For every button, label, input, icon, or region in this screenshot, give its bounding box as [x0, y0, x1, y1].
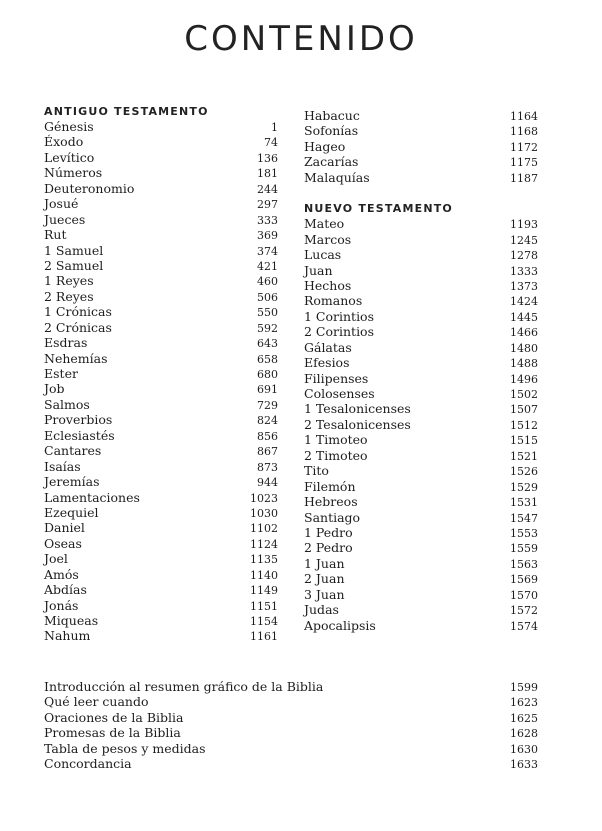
toc-entry — [304, 170, 538, 185]
toc-entry — [44, 474, 278, 489]
entry-title: Habacuc — [304, 108, 360, 123]
entry-title: 2 Juan — [304, 571, 345, 587]
entry-title: Isaías — [44, 458, 81, 474]
entry-page-number: 1187 — [510, 171, 538, 185]
entry-title: Génesis — [44, 119, 94, 134]
toc-entry — [304, 602, 538, 617]
entry-title: Abdías — [44, 582, 87, 598]
entry-title: Qué leer cuando — [44, 694, 149, 710]
toc-entry — [44, 613, 278, 628]
entry-page-number: 333 — [257, 213, 278, 227]
entry-title: Esdras — [44, 335, 88, 351]
toc-entry — [304, 324, 538, 339]
entry-title: Éxodo — [44, 134, 84, 150]
entry-title: Proverbios — [44, 412, 113, 428]
toc-entry — [44, 119, 278, 134]
entry-page-number: 1512 — [510, 418, 538, 432]
entry-title: Nehemías — [44, 350, 108, 366]
toc-entry — [44, 490, 278, 505]
entry-page-number: 1628 — [510, 727, 538, 741]
toc-entry — [304, 494, 538, 509]
toc-entry — [44, 320, 278, 335]
entry-title: Amós — [44, 566, 79, 582]
entry-title: Tabla de pesos y medidas — [44, 740, 206, 756]
entry-title: 2 Pedro — [304, 540, 353, 556]
entry-title: Nahum — [44, 628, 91, 644]
entry-page-number: 824 — [257, 414, 278, 428]
toc-entry — [44, 212, 278, 227]
toc-entry — [304, 293, 538, 308]
toc-entry — [304, 571, 538, 586]
extras-list — [44, 679, 538, 772]
toc-entry — [304, 340, 538, 355]
entry-title: 1 Juan — [304, 555, 345, 571]
toc-entry — [44, 443, 278, 458]
toc-entry — [44, 567, 278, 582]
entry-title: Eclesiastés — [44, 427, 115, 443]
entry-title: Colosenses — [304, 386, 375, 401]
entry-title: Miqueas — [44, 613, 99, 628]
toc-entry — [44, 273, 278, 288]
entry-page-number: 1496 — [510, 372, 538, 386]
entry-title: Gálatas — [304, 339, 352, 355]
entry-page-number: 74 — [264, 136, 278, 150]
toc-entry — [44, 289, 278, 304]
entry-page-number: 1245 — [510, 233, 538, 247]
new-testament-heading: NUEVO TESTAMENTO — [304, 202, 453, 216]
toc-entry — [304, 123, 538, 138]
entry-title: 2 Timoteo — [304, 447, 368, 463]
entry-page-number: 1140 — [250, 568, 278, 582]
entry-title: Tito — [304, 463, 329, 479]
toc-entry — [44, 756, 538, 771]
toc-entry — [44, 520, 278, 535]
entry-title: Mateo — [304, 216, 345, 232]
entry-page-number: 1563 — [510, 557, 538, 571]
entry-page-number: 944 — [257, 476, 278, 490]
entry-title: Jueces — [44, 211, 86, 227]
entry-page-number: 658 — [257, 352, 278, 366]
entry-page-number: 1161 — [250, 630, 278, 644]
toc-entry — [44, 243, 278, 258]
entry-title: 3 Juan — [304, 586, 345, 602]
entry-title: Jeremías — [44, 474, 100, 490]
entry-title: 2 Corintios — [304, 324, 375, 340]
entry-title: Ezequiel — [44, 504, 99, 520]
entry-page-number: 460 — [257, 275, 278, 289]
entry-page-number: 506 — [257, 290, 278, 304]
entry-page-number: 1154 — [250, 615, 278, 628]
entry-page-number: 1559 — [510, 542, 538, 556]
entry-page-number: 1102 — [250, 522, 278, 536]
entry-title: 2 Reyes — [44, 288, 94, 304]
toc-entry — [44, 628, 278, 643]
entry-page-number: 1547 — [510, 511, 538, 525]
entry-title: Ester — [44, 366, 78, 381]
toc-entry — [44, 165, 278, 180]
toc-entry — [304, 463, 538, 478]
entry-title: Rut — [44, 227, 67, 243]
entry-title: 1 Corintios — [304, 308, 375, 324]
toc-entry — [44, 505, 278, 520]
new-testament-list — [304, 216, 538, 633]
entry-page-number: 1373 — [510, 279, 538, 293]
toc-entry — [304, 540, 538, 555]
entry-page-number: 1164 — [510, 110, 538, 123]
entry-page-number: 1424 — [510, 295, 538, 309]
toc-entry — [304, 587, 538, 602]
toc-entry — [304, 556, 538, 571]
right-column — [304, 108, 538, 633]
entry-title: Efesios — [304, 355, 350, 371]
toc-entry — [44, 181, 278, 196]
toc-entry — [304, 448, 538, 463]
old-testament-column — [44, 104, 278, 644]
old-testament-heading: ANTIGUO TESTAMENTO — [44, 105, 209, 118]
entry-page-number: 1 — [271, 121, 278, 134]
entry-page-number: 1135 — [250, 553, 278, 567]
toc-entry — [304, 247, 538, 262]
entry-title: Daniel — [44, 520, 85, 536]
entry-page-number: 1633 — [510, 758, 538, 772]
toc-entry — [44, 150, 278, 165]
entry-title: Filemón — [304, 478, 356, 494]
entry-page-number: 1531 — [510, 496, 538, 510]
entry-title: Introducción al resumen gráfico de la Biblia — [44, 679, 324, 694]
entry-page-number: 1570 — [510, 588, 538, 602]
toc-entry — [44, 551, 278, 566]
entry-page-number: 867 — [257, 445, 278, 459]
toc-entry — [44, 459, 278, 474]
toc-entry — [44, 725, 538, 740]
entry-title: Zacarías — [304, 154, 359, 170]
entry-title: 1 Crónicas — [44, 304, 112, 320]
old-testament-list — [44, 119, 278, 644]
toc-entry — [44, 428, 278, 443]
toc-entry — [44, 412, 278, 427]
page-title: CONTENIDO — [184, 19, 418, 59]
entry-page-number: 1168 — [510, 125, 538, 139]
entry-title: 2 Tesalonicenses — [304, 416, 411, 432]
toc-entry — [304, 371, 538, 386]
toc-entry — [44, 196, 278, 211]
toc-entry — [44, 741, 538, 756]
entry-page-number: 1149 — [250, 584, 278, 598]
entry-page-number: 244 — [257, 182, 278, 196]
entry-title: Deuteronomio — [44, 180, 135, 196]
entry-page-number: 873 — [257, 460, 278, 474]
toc-entry — [304, 355, 538, 370]
entry-title: Juan — [304, 262, 333, 278]
entry-page-number: 181 — [257, 167, 278, 181]
toc-entry — [44, 134, 278, 149]
toc-entry — [304, 216, 538, 231]
entry-title: Lamentaciones — [44, 489, 140, 505]
old-testament-list-continued — [304, 108, 538, 185]
entry-title: Joel — [44, 551, 68, 567]
toc-entry — [304, 263, 538, 278]
entry-page-number: 1553 — [510, 526, 538, 540]
entry-title: Concordancia — [44, 756, 132, 772]
toc-entry — [44, 582, 278, 597]
entry-title: Lucas — [304, 247, 342, 263]
toc-entry — [44, 694, 538, 709]
entry-title: 2 Crónicas — [44, 319, 112, 335]
entry-page-number: 550 — [257, 306, 278, 320]
entry-title: Números — [44, 165, 103, 181]
toc-entry — [304, 401, 538, 416]
entry-page-number: 297 — [257, 198, 278, 212]
toc-entry — [304, 479, 538, 494]
toc-entry — [44, 366, 278, 381]
toc-entry — [44, 598, 278, 613]
toc-entry — [304, 417, 538, 432]
entry-title: Oraciones de la Biblia — [44, 709, 184, 725]
entry-page-number: 1172 — [510, 140, 538, 154]
entry-page-number: 1569 — [510, 573, 538, 587]
entry-title: 1 Samuel — [44, 242, 104, 258]
entry-title: Hechos — [304, 277, 352, 293]
entry-page-number: 136 — [257, 151, 278, 165]
entry-title: 2 Samuel — [44, 257, 104, 273]
entry-title: Promesas de la Biblia — [44, 725, 181, 741]
entry-title: Hageo — [304, 138, 346, 154]
entry-page-number: 1193 — [510, 218, 538, 232]
entry-page-number: 1502 — [510, 388, 538, 401]
toc-entry — [304, 618, 538, 633]
toc-entry — [304, 386, 538, 401]
entry-title: Levítico — [44, 149, 95, 165]
entry-page-number: 1333 — [510, 264, 538, 278]
toc-entry — [44, 258, 278, 273]
entry-page-number: 1023 — [250, 491, 278, 505]
entry-page-number: 680 — [257, 368, 278, 381]
entry-page-number: 1151 — [250, 599, 278, 613]
entry-title: 1 Pedro — [304, 524, 353, 540]
entry-page-number: 1630 — [510, 742, 538, 756]
toc-entry — [44, 304, 278, 319]
toc-entry — [304, 278, 538, 293]
entry-title: Judas — [304, 602, 339, 618]
entry-title: Job — [44, 381, 65, 397]
entry-page-number: 856 — [257, 429, 278, 443]
entry-page-number: 1625 — [510, 711, 538, 725]
entry-page-number: 1507 — [510, 403, 538, 417]
entry-page-number: 1466 — [510, 326, 538, 340]
entry-title: 1 Reyes — [44, 273, 94, 289]
toc-entry — [304, 510, 538, 525]
toc-entry — [44, 351, 278, 366]
toc-entry — [44, 710, 538, 725]
toc-entry — [44, 227, 278, 242]
entry-title: Oseas — [44, 535, 82, 551]
entry-title: Apocalipsis — [304, 617, 376, 633]
entry-title: Romanos — [304, 293, 363, 309]
entry-title: Hebreos — [304, 494, 358, 510]
entry-page-number: 1278 — [510, 249, 538, 263]
entry-page-number: 1599 — [510, 681, 538, 694]
entry-page-number: 592 — [257, 321, 278, 335]
toc-entry — [304, 108, 538, 123]
entry-page-number: 421 — [257, 259, 278, 273]
entry-title: Santiago — [304, 509, 361, 525]
entry-title: Jonás — [44, 597, 79, 613]
entry-page-number: 1521 — [510, 449, 538, 463]
entry-page-number: 729 — [257, 398, 278, 412]
toc-entry — [44, 536, 278, 551]
entry-page-number: 1030 — [250, 506, 278, 520]
entry-title: 1 Tesalonicenses — [304, 401, 411, 417]
entry-title: Malaquías — [304, 169, 370, 185]
entry-title: Josué — [44, 196, 79, 212]
entry-title: Salmos — [44, 396, 90, 412]
toc-entry — [304, 154, 538, 169]
entry-page-number: 1572 — [510, 604, 538, 618]
toc-entry — [304, 309, 538, 324]
entry-title: Cantares — [44, 443, 102, 459]
entry-page-number: 1175 — [510, 156, 538, 170]
entry-title: Marcos — [304, 231, 352, 247]
entry-title: 1 Timoteo — [304, 432, 368, 448]
toc-entry — [44, 381, 278, 396]
entry-page-number: 1445 — [510, 310, 538, 324]
entry-page-number: 374 — [257, 244, 278, 258]
entry-page-number: 1526 — [510, 465, 538, 479]
toc-entry — [44, 397, 278, 412]
entry-page-number: 691 — [257, 383, 278, 397]
toc-entry — [304, 232, 538, 247]
entry-page-number: 1529 — [510, 480, 538, 494]
entry-page-number: 1574 — [510, 619, 538, 633]
entry-title: Sofonías — [304, 123, 359, 139]
entry-page-number: 369 — [257, 229, 278, 243]
toc-entry — [304, 432, 538, 447]
entry-page-number: 1480 — [510, 341, 538, 355]
entry-page-number: 1623 — [510, 696, 538, 710]
entry-title: Filipenses — [304, 370, 369, 386]
toc-entry — [304, 525, 538, 540]
entry-page-number: 643 — [257, 337, 278, 351]
toc-entry — [304, 139, 538, 154]
toc-entry — [44, 335, 278, 350]
entry-page-number: 1488 — [510, 357, 538, 371]
entry-page-number: 1515 — [510, 434, 538, 448]
toc-entry — [44, 679, 538, 694]
entry-page-number: 1124 — [250, 537, 278, 551]
